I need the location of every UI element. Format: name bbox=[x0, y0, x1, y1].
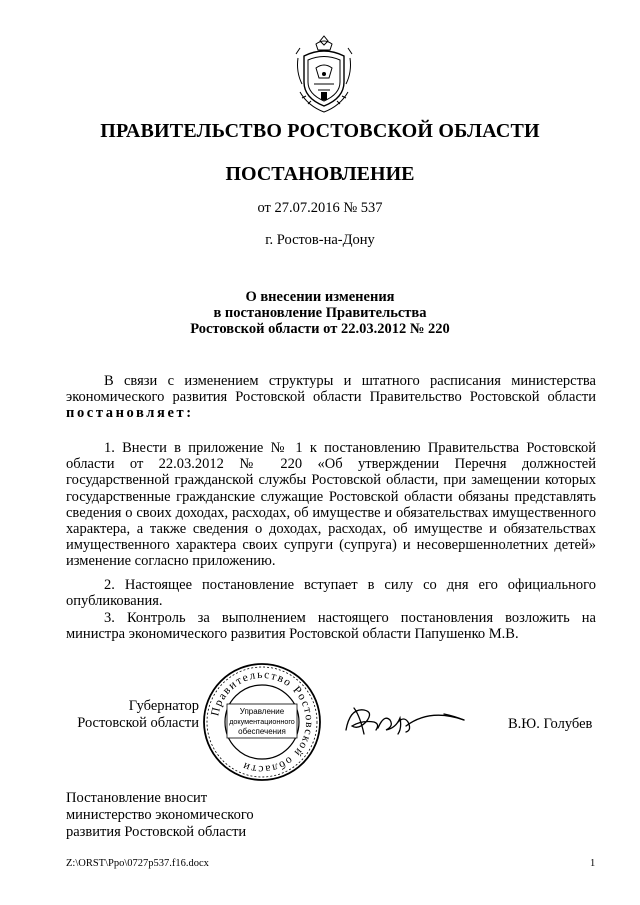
coat-of-arms-emblem bbox=[294, 34, 354, 116]
stamp-ring-text: Правительство Ростовской области bbox=[209, 668, 316, 776]
document-subject bbox=[0, 289, 640, 337]
preamble-text: В связи с изменением структуры и штатного расписания министерства экономического развития Ростовской области Правительство Ростовской области bbox=[66, 373, 596, 406]
subject-line: О внесении изменения bbox=[245, 289, 395, 305]
governor-title bbox=[0, 698, 199, 732]
page-number: 1 bbox=[590, 858, 596, 869]
document-date-number: от 27.07.2016 № 537 bbox=[257, 200, 383, 216]
submitter-line: министерство экономического bbox=[66, 807, 254, 823]
subject-line: в постановление Правительства bbox=[213, 305, 427, 321]
document-type-heading: ПОСТАНОВЛЕНИЕ bbox=[225, 163, 415, 185]
resolves-word: постановляет: bbox=[66, 405, 194, 422]
subject-line: Ростовской области от 22.03.2012 № 220 bbox=[190, 321, 450, 337]
governor-name: В.Ю. Голубев bbox=[508, 716, 593, 732]
governor-role-line: Ростовской области bbox=[77, 715, 199, 731]
item-2-paragraph: 2. Настоящее постановление вступает в силу со дня его официального опубликования. bbox=[66, 577, 596, 610]
organization-title: ПРАВИТЕЛЬСТВО РОСТОВСКОЙ ОБЛАСТИ bbox=[100, 120, 540, 142]
handwritten-signature bbox=[340, 700, 470, 744]
submitter-line: Постановление вносит bbox=[66, 790, 208, 806]
item-1-paragraph: 1. Внести в приложение № 1 к постановлению Правительства Ростовской области от 22.03.2012 № 220 «Об утверждении Перечня должностей государственной гражданской службы Ростовской области, при замещении которых государственные гражданские служащие Ростовской области обязаны представлять сведения о своих доходах, расходах, об имуществе и обязательствах имущественного характера, а также сведения о доходах, расходах, об имуществе и обязательствах имущественного характера своих супруги (супруга) и несовершеннолетних детей» изменение согласно приложению. bbox=[66, 440, 596, 570]
item-3-paragraph: 3. Контроль за выполнением настоящего постановления возложить на министра экономического развития Ростовской области Папушенко М.В. bbox=[66, 610, 596, 643]
submitter-note bbox=[66, 790, 366, 841]
official-stamp bbox=[200, 660, 324, 784]
document-city: г. Ростов-на-Дону bbox=[265, 232, 375, 248]
stamp-inner-line: документационного bbox=[229, 717, 295, 726]
footer-file-path: Z:\ORST\Ppo\0727p537.f16.docx bbox=[66, 858, 209, 869]
preamble-paragraph bbox=[66, 373, 596, 422]
governor-role-line: Губернатор bbox=[128, 698, 199, 714]
submitter-line: развития Ростовской области bbox=[66, 824, 247, 840]
stamp-inner-line: обеспечения bbox=[238, 727, 286, 736]
stamp-inner-line: Управление bbox=[239, 707, 285, 716]
